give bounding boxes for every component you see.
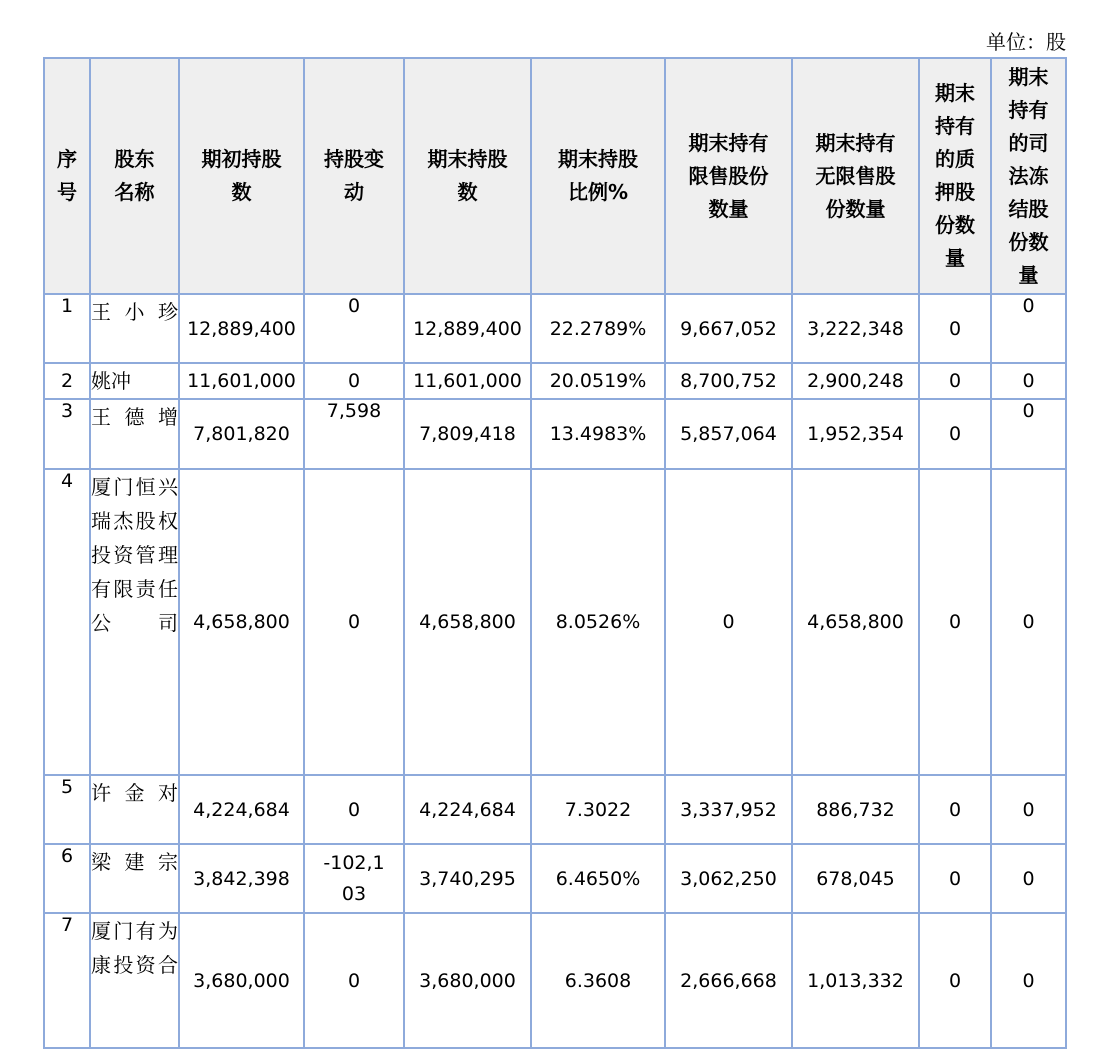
shareholder-name: 梁建宗: [90, 844, 179, 913]
pledged-shares: 0: [919, 469, 991, 775]
row-index: 5: [44, 775, 90, 844]
pledged-shares: 0: [919, 913, 991, 1048]
row-index: 2: [44, 363, 90, 399]
shareholder-name: 姚冲: [90, 363, 179, 399]
pledged-shares: 0: [919, 775, 991, 844]
row-index: 1: [44, 294, 90, 363]
unrestricted-shares: 886,732: [792, 775, 919, 844]
end-shares: 4,224,684: [404, 775, 531, 844]
begin-shares: 4,658,800: [179, 469, 304, 775]
frozen-shares: 0: [991, 469, 1066, 775]
row-index: 6: [44, 844, 90, 913]
begin-shares: 11,601,000: [179, 363, 304, 399]
share-change: 0: [304, 469, 404, 775]
table-row: [44, 844, 1066, 913]
end-ratio: 13.4983%: [531, 399, 665, 469]
header-end-shares: 期末持股数: [404, 58, 531, 294]
header-frozen-shares: 期末持有的司法冻结股份数量: [991, 58, 1066, 294]
shareholder-name: 王小珍: [90, 294, 179, 363]
header-restricted-shares: 期末持有限售股份数量: [665, 58, 792, 294]
header-index: 序号: [44, 58, 90, 294]
unrestricted-shares: 3,222,348: [792, 294, 919, 363]
begin-shares: 4,224,684: [179, 775, 304, 844]
restricted-shares: 5,857,064: [665, 399, 792, 469]
frozen-shares: 0: [991, 294, 1066, 363]
table-row: [44, 363, 1066, 399]
header-share-change: 持股变动: [304, 58, 404, 294]
end-shares: 3,740,295: [404, 844, 531, 913]
restricted-shares: 2,666,668: [665, 913, 792, 1048]
header-begin-shares: 期初持股数: [179, 58, 304, 294]
end-shares: 11,601,000: [404, 363, 531, 399]
share-change: 0: [304, 775, 404, 844]
begin-shares: 3,842,398: [179, 844, 304, 913]
end-ratio: 6.4650%: [531, 844, 665, 913]
unit-label: 单位：股: [986, 30, 1066, 54]
end-ratio: 8.0526%: [531, 469, 665, 775]
end-ratio: 22.2789%: [531, 294, 665, 363]
row-index: 4: [44, 469, 90, 775]
header-unrestricted-shares: 期末持有无限售股份数量: [792, 58, 919, 294]
frozen-shares: 0: [991, 844, 1066, 913]
share-change: 0: [304, 363, 404, 399]
share-change: 0: [304, 913, 404, 1048]
end-ratio: 7.3022: [531, 775, 665, 844]
pledged-shares: 0: [919, 399, 991, 469]
share-change: 0: [304, 294, 404, 363]
shareholder-name: 王德增: [90, 399, 179, 469]
table-row: [44, 294, 1066, 363]
unrestricted-shares: 678,045: [792, 844, 919, 913]
begin-shares: 3,680,000: [179, 913, 304, 1048]
frozen-shares: 0: [991, 363, 1066, 399]
shareholder-name: 厦门恒兴瑞杰股权投资管理有限责任公司: [90, 469, 179, 775]
restricted-shares: 3,062,250: [665, 844, 792, 913]
end-ratio: 6.3608: [531, 913, 665, 1048]
unrestricted-shares: 2,900,248: [792, 363, 919, 399]
restricted-shares: 8,700,752: [665, 363, 792, 399]
header-end-ratio: 期末持股比例%: [531, 58, 665, 294]
end-shares: 4,658,800: [404, 469, 531, 775]
shareholder-name: 厦门有为康投资合: [90, 913, 179, 1048]
restricted-shares: 3,337,952: [665, 775, 792, 844]
unrestricted-shares: 1,013,332: [792, 913, 919, 1048]
shareholder-name: 许金对: [90, 775, 179, 844]
restricted-shares: 0: [665, 469, 792, 775]
end-ratio: 20.0519%: [531, 363, 665, 399]
shareholder-table: [43, 57, 1067, 1049]
share-change: 7,598: [304, 399, 404, 469]
unrestricted-shares: 1,952,354: [792, 399, 919, 469]
end-shares: 7,809,418: [404, 399, 531, 469]
row-index: 7: [44, 913, 90, 1048]
table-row: [44, 399, 1066, 469]
frozen-shares: 0: [991, 399, 1066, 469]
restricted-shares: 9,667,052: [665, 294, 792, 363]
end-shares: 12,889,400: [404, 294, 531, 363]
end-shares: 3,680,000: [404, 913, 531, 1048]
share-change: -102,103: [304, 844, 404, 913]
header-row: [44, 58, 1066, 294]
table-row: [44, 469, 1066, 775]
pledged-shares: 0: [919, 294, 991, 363]
row-index: 3: [44, 399, 90, 469]
pledged-shares: 0: [919, 363, 991, 399]
begin-shares: 12,889,400: [179, 294, 304, 363]
table-row: [44, 775, 1066, 844]
table-row: [44, 913, 1066, 1048]
unrestricted-shares: 4,658,800: [792, 469, 919, 775]
frozen-shares: 0: [991, 775, 1066, 844]
header-pledged-shares: 期末持有的质押股份数量: [919, 58, 991, 294]
header-shareholder-name: 股东名称: [90, 58, 179, 294]
pledged-shares: 0: [919, 844, 991, 913]
begin-shares: 7,801,820: [179, 399, 304, 469]
frozen-shares: 0: [991, 913, 1066, 1048]
